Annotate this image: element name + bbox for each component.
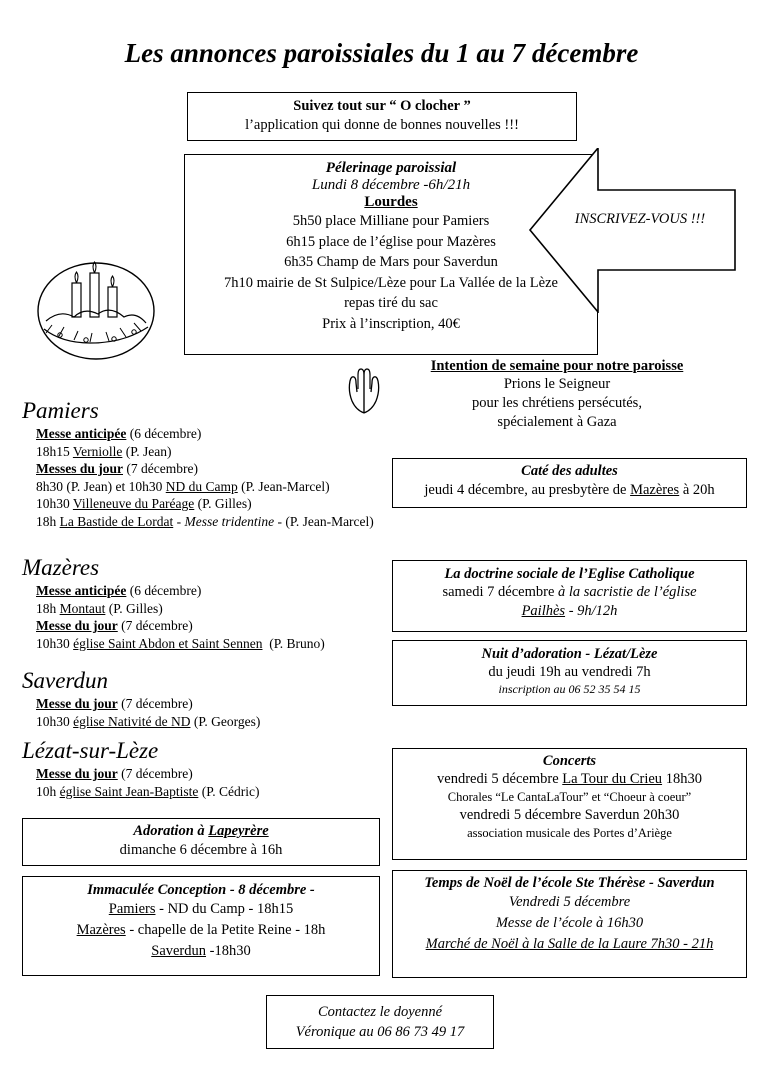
adoration-line: dimanche 6 décembre à 16h <box>119 842 283 858</box>
pelerinage-line-4: repas tiré du sac <box>344 295 438 311</box>
pelerinage-line-0: 5h50 place Milliane pour Pamiers <box>292 213 490 229</box>
page-title: Les annonces paroissiales du 1 au 7 décembre <box>124 38 639 68</box>
doctrine-sociale-box <box>392 560 747 632</box>
nuit-adoration-box <box>392 640 747 706</box>
adoration-heading: Adoration à Lapeyrère <box>133 823 269 839</box>
parish-pamiers-title: Pamiers <box>22 398 99 423</box>
lezat-line-1: 10h église Saint Jean-Baptiste (P. Cédric) <box>36 783 260 799</box>
parish-lezat-title: Lézat-sur-Lèze <box>22 738 159 763</box>
pelerinage-line-2: 6h35 Champ de Mars pour Saverdun <box>284 254 498 270</box>
arrow-label: INSCRIVEZ-VOUS !!! <box>574 211 706 227</box>
cate-adultes-box <box>392 458 747 508</box>
cate-line: jeudi 4 décembre, au presbytère de Mazères à 20h <box>424 482 715 498</box>
nuit-line-2: inscription au 06 52 35 54 15 <box>498 682 641 696</box>
parish-mazeres <box>22 555 422 652</box>
pamiers-line-2: 8h30 (P. Jean) et 10h30 ND du Camp (P. Jean-Marcel) <box>36 478 330 494</box>
nuit-line-1: du jeudi 19h au vendredi 7h <box>488 664 651 680</box>
parish-saverdun-title: Saverdun <box>22 668 109 693</box>
intention-line-2: spécialement à Gaza <box>497 414 617 430</box>
pelerinage-place: Lourdes <box>364 194 418 210</box>
pamiers-anticipee-label: Messe anticipée (6 décembre) <box>36 426 202 441</box>
pamiers-line-4: 18h La Bastide de Lordat - Messe tridentine - (P. Jean-Marcel) <box>36 513 374 529</box>
pelerinage-line-3: 7h10 mairie de St Sulpice/Lèze pour La Vallée de la Lèze <box>224 274 558 291</box>
concerts-line-1: vendredi 5 décembre La Tour du Crieu 18h30 <box>437 771 702 787</box>
pelerinage-date: Lundi 8 décembre -6h/21h <box>311 177 471 193</box>
temps-noel-box <box>392 870 747 978</box>
pelerinage-heading: Pélerinage paroissial <box>325 160 457 176</box>
pelerinage-line-1: 6h15 place de l’église pour Mazères <box>286 233 496 250</box>
immaculee-heading: Immaculée Conception - 8 décembre - <box>87 882 315 898</box>
saverdun-line-1: 10h30 église Nativité de ND (P. Georges) <box>36 713 261 729</box>
adoration-lapeyrere-box <box>22 818 380 866</box>
temps-line-1: Vendredi 5 décembre <box>508 894 631 910</box>
concerts-box <box>392 748 747 860</box>
mazeres-line-1: 18h Montaut (P. Gilles) <box>36 600 163 616</box>
intention-line-0: Prions le Seigneur <box>503 376 611 392</box>
o-clocher-box <box>187 92 577 141</box>
concerts-line-2: Chorales “Le CantaLaTour” et “Choeur à coeur” <box>447 790 692 804</box>
o-clocher-heading: Suivez tout sur “ O clocher ” <box>293 98 471 114</box>
saverdun-jour-label: Messe du jour (7 décembre) <box>36 696 193 711</box>
immaculee-line-1: Pamiers - ND du Camp - 18h15 <box>108 901 294 917</box>
temps-line-3: Marché de Noël à la Salle de la Laure 7h30 - 21h <box>425 936 714 952</box>
concerts-heading: Concerts <box>542 753 597 769</box>
immaculee-conception-box <box>22 876 380 976</box>
advent-wreath-icon <box>34 249 159 364</box>
doctrine-line-1: samedi 7 décembre à la sacristie de l’église <box>442 584 697 600</box>
lezat-jour-label: Messe du jour (7 décembre) <box>36 766 193 781</box>
mazeres-anticipee-label: Messe anticipée (6 décembre) <box>36 583 202 598</box>
mazeres-line-2: 10h30 église Saint Abdon et Saint Sennen (P. Bruno) <box>36 635 325 651</box>
nuit-heading: Nuit d’adoration - Lézat/Lèze <box>481 646 658 662</box>
pamiers-line-3: 10h30 Villeneuve du Paréage (P. Gilles) <box>36 496 252 511</box>
contact-line-1: Contactez le doyenné <box>317 1004 442 1020</box>
pamiers-line-1: 18h15 Verniolle (P. Jean) <box>36 443 172 459</box>
doctrine-heading: La doctrine sociale de l’Eglise Catholique <box>444 566 695 582</box>
mazeres-jour-label: Messe du jour (7 décembre) <box>36 618 193 633</box>
o-clocher-subtitle: l’application qui donne de bonnes nouvelles !!! <box>245 117 519 133</box>
parish-mazeres-title: Mazères <box>22 555 100 580</box>
temps-heading: Temps de Noël de l’école Ste Thérèse - Saverdun <box>424 875 715 891</box>
contact-line-2: Véronique au 06 86 73 49 17 <box>295 1024 465 1040</box>
left-arrow-icon <box>528 148 736 313</box>
contact-doyenne-box <box>266 995 494 1049</box>
temps-line-2: Messe de l’école à 16h30 <box>495 915 644 931</box>
parish-pamiers <box>22 398 422 530</box>
parish-saverdun <box>22 668 422 730</box>
immaculee-line-2: Mazères - chapelle de la Petite Reine - 18h <box>76 922 326 938</box>
doctrine-line-2: Pailhès - 9h/12h <box>521 603 618 619</box>
pelerinage-line-5: Prix à l’inscription, 40€ <box>322 315 460 332</box>
intention-line-1: pour les chrétiens persécutés, <box>472 395 642 411</box>
pamiers-jour-label: Messes du jour (7 décembre) <box>36 461 198 476</box>
parish-lezat <box>22 738 422 800</box>
immaculee-line-3: Saverdun -18h30 <box>151 943 251 959</box>
concerts-line-4: association musicale des Portes d’Ariège <box>467 826 672 840</box>
cate-heading: Caté des adultes <box>521 463 618 479</box>
intention-heading: Intention de semaine pour notre paroisse <box>430 358 684 374</box>
concerts-line-3: vendredi 5 décembre Saverdun 20h30 <box>459 807 680 823</box>
